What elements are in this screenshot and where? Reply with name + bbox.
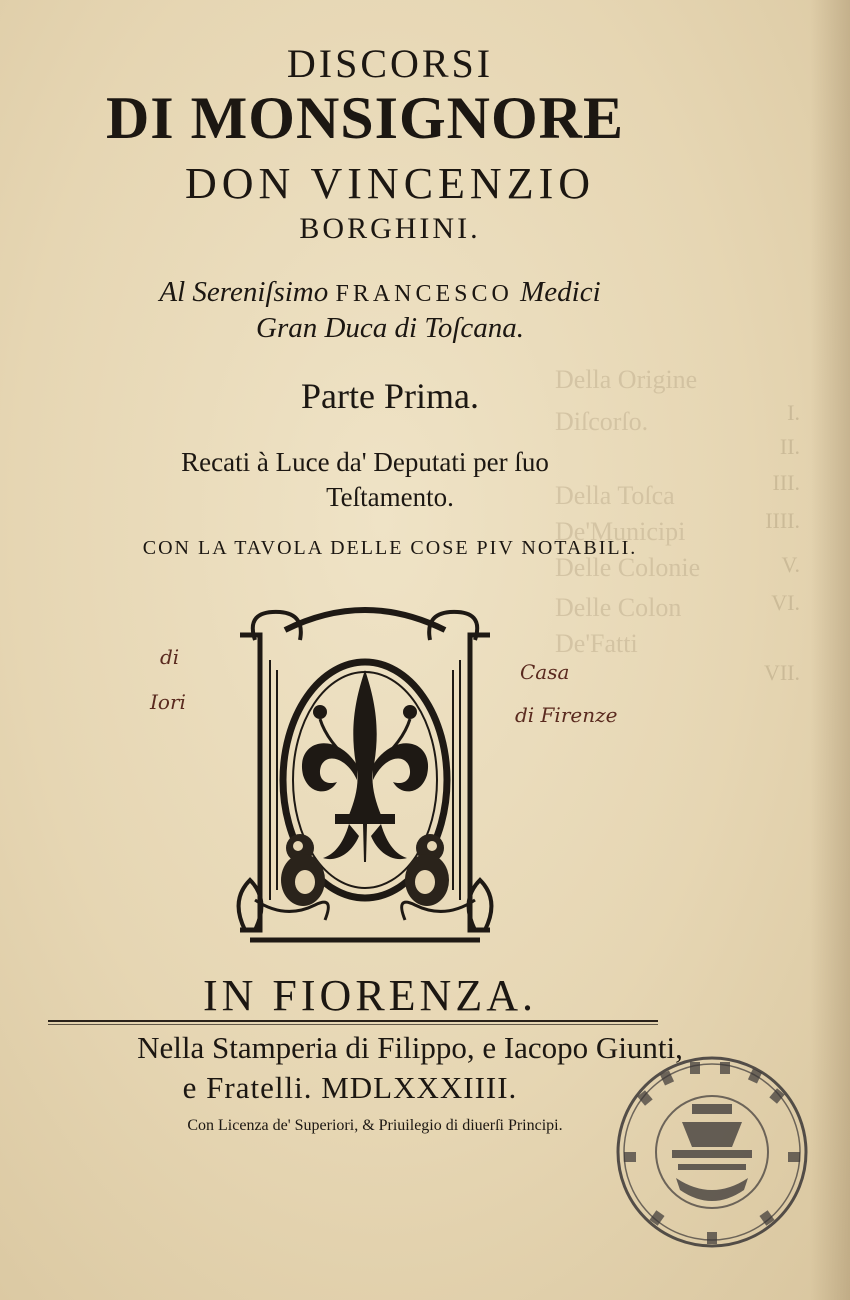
title-line-2: DI MONSIGNORE [105,85,625,151]
bleed-through-numeral: I. [787,400,800,425]
table-note: CON LA TAVOLA DELLE COSE PIV NOTABILI. [142,537,638,559]
bleed-through-numeral: VII. [763,660,800,685]
handwritten-note-left-top: di [160,645,180,669]
bleed-through-numeral: IIII. [765,508,800,533]
title-line-4: BORGHINI. [299,212,481,245]
title-line-3: DON VINCENZIO [184,159,596,208]
handwritten-note-left-bottom: Iori [150,690,186,714]
part-heading: Parte Prima. [301,376,479,416]
bleed-through-numeral: III. [772,470,800,495]
dedication-family: Medici [520,276,601,308]
printer-line-1: Nella Stamperia di Filippo, e Iacopo Giunti, [137,1030,683,1065]
imprint-rule [48,1020,658,1022]
printer-line-2: e Fratelli. MDLXXXIIII. [182,1070,518,1105]
subtitle-line-1: Recati à Luce da' Deputati per ſuo [181,447,549,477]
subtitle-line-2: Teſtamento. [326,482,454,512]
title-line-1: DISCORSI [286,41,494,86]
dedication-line-2: Gran Duca di Toſcana. [256,312,524,344]
bleed-through-numeral: II. [779,434,800,459]
bleed-through-numeral: VI. [771,590,800,615]
fleur-de-lis-emblem-icon [225,600,505,950]
dedication-line-1 [80,276,680,309]
handwritten-note-right-bottom: di Firenze [515,703,618,727]
license-line: Con Licenza de' Superiori, & Priuilegio di diuerſi Principi. [187,1117,563,1134]
imprint-city: IN FIORENZA. [203,971,537,1020]
imprint-rule-thin [48,1024,658,1025]
dedication-honorific: Al Sereniſsimo [159,276,329,308]
handwritten-note-right-top: Casa [520,660,570,684]
bleed-through-numeral: V. [781,552,800,577]
title-page: Della Origine Diſcorſo. Della Toſca De'Municipi Delle Colonie Delle Colon De'Fatti I. II. III. IIII. V. VI. VII. DISCORSI DI MONSIGNORE DON VINCENZIO BORGHINI. Al Sereniſsimo FRANCESCO Medici Gran Duca di Toſcana. Parte Prima. Recati à Luce da' Deputati per ſuo Teſtamento. CON LA TAVOLA DELLE COSE PIV NOTABILI. di Iori Casa di Firenze IN FIORENZA. Nella Stamperia di Filippo, e Iacopo Giunti, e Fratelli. MDLXXXIIII. Con Licenza de' Superiori, & Priuilegio di diuerſi Principi. [0,0,850,1300]
dedication-name: FRANCESCO [335,281,513,307]
library-stamp-icon [612,1052,812,1252]
